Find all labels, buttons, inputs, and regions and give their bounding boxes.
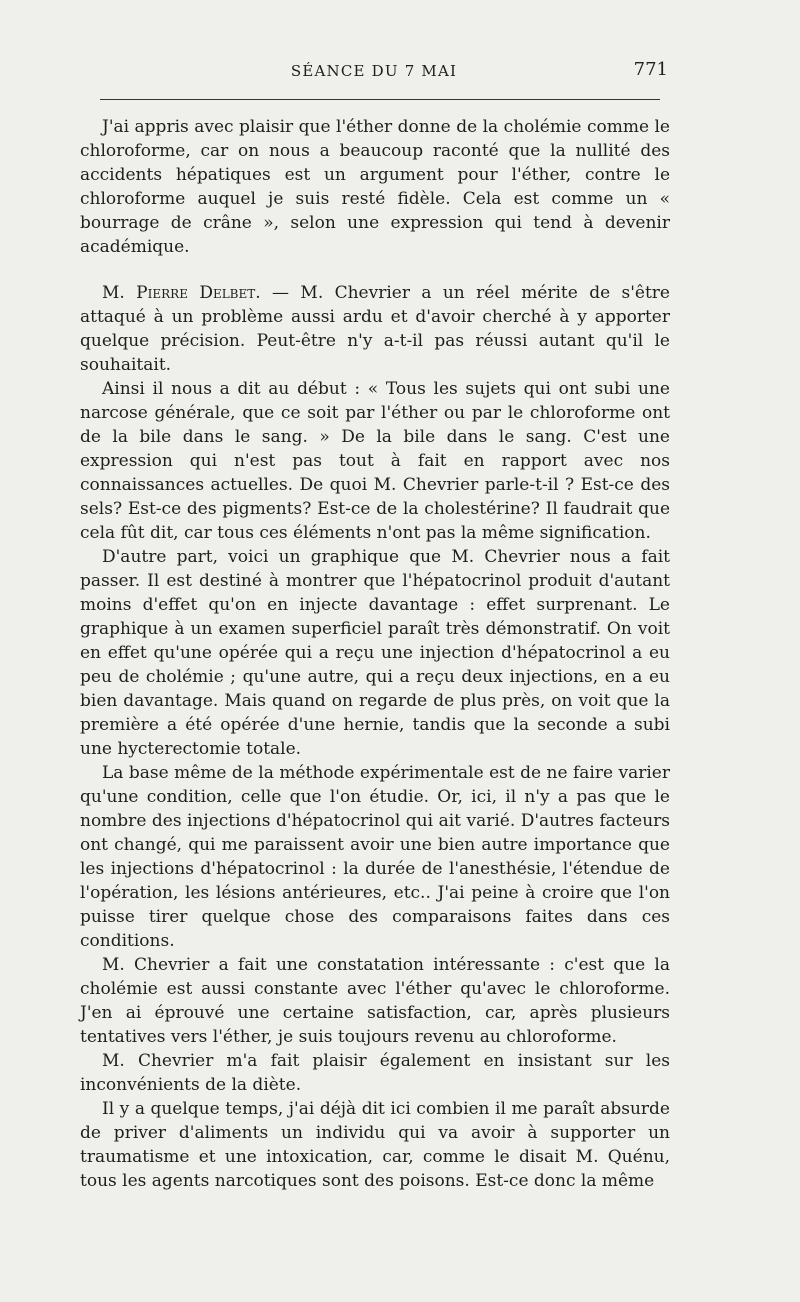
paragraph: Il y a quelque temps, j'ai déjà dit ici combien il me paraît absurde de priver d'aliments un individu qui va avoir à supporter un traumatisme et une intoxication, car, comme le disait M. Quénu, tous les agents narcotiques sont des poisons. Est-ce donc la même bbox=[80, 1099, 670, 1191]
page-number: 771 bbox=[633, 59, 668, 80]
paragraph: D'autre part, voici un graphique que M. Chevrier nous a fait passer. Il est destiné à montrer que l'hépatocrinol produit d'autant moins d'effet qu'on en injecte davantage : effet surprenant. Le graphique à un examen superficiel paraît très démonstratif. On voit en effet qu'une opérée qui a reçu une injection d'hépatocrinol a eu peu de cholémie ; qu'une autre, qui a reçu deux injections, en a eu bien davantage. Mais quand on regarde de plus près, on voit que la première a été opérée d'une hernie, tandis que la seconde a subi une hycterectomie totale. bbox=[80, 547, 670, 759]
paragraph: M. Chevrier m'a fait plaisir également en insistant sur les inconvénients de la diète. bbox=[80, 1051, 670, 1095]
page-body bbox=[80, 115, 670, 1193]
paragraph: La base même de la méthode expérimentale est de ne faire varier qu'une condition, celle que l'on étudie. Or, ici, il n'y a pas que le nombre des injections d'hépatocrinol qui ait varié. D'autres facteurs ont changé, qui me paraissent avoir une bien autre importance que les injections d'hépatocrinol : la durée de l'anesthésie, l'étendue de l'opération, les lésions antérieures, etc.. J'ai peine à croire que l'on puisse tirer quelque chose des comparaisons faites dans ces conditions. bbox=[80, 763, 670, 951]
paragraph: J'ai appris avec plaisir que l'éther donne de la cholémie comme le chloroforme, car on nous a beaucoup raconté que la nullité des accidents hépatiques est un argument pour l'éther, contre le chloroforme auquel je suis resté fidèle. Cela est comme un « bourrage de crâne », selon une expression qui tend à devenir académique. bbox=[80, 117, 670, 257]
paragraph-text: M. Chevrier a un réel mérite de s'être attaqué à un problème aussi ardu et d'avoir cherché à y apporter quelque précision. Peut-être n'y a-t-il pas réussi autant qu'il le souhaitait. bbox=[80, 283, 670, 375]
speaker-name: M. Pierre Delbet. bbox=[102, 283, 261, 303]
speaker-dash: — bbox=[272, 283, 290, 303]
paragraph bbox=[80, 281, 670, 377]
header-title: SÉANCE DU 7 MAI bbox=[290, 62, 458, 80]
paragraph: M. Chevrier a fait une constatation intéressante : c'est que la cholémie est aussi constante avec l'éther qu'avec le chloroforme. J'en ai éprouvé une certaine satisfaction, car, après plusieurs tentatives vers l'éther, je suis toujours revenu au chloroforme. bbox=[80, 955, 670, 1047]
running-header bbox=[80, 56, 668, 86]
paragraph: Ainsi il nous a dit au début : « Tous les sujets qui ont subi une narcose générale, que ce soit par l'éther ou par le chloroforme ont de la bile dans le sang. » De la bile dans le sang. C'est une expression qui n'est pas tout à fait en rapport avec nos connaissances actuelles. De quoi M. Chevrier parle-t-il ? Est-ce des sels? Est-ce des pigments? Est-ce de la cholestérine? Il faudrait que cela fût dit, car tous ces éléments n'ont pas la même signification. bbox=[80, 379, 670, 543]
header-rule bbox=[100, 99, 660, 100]
